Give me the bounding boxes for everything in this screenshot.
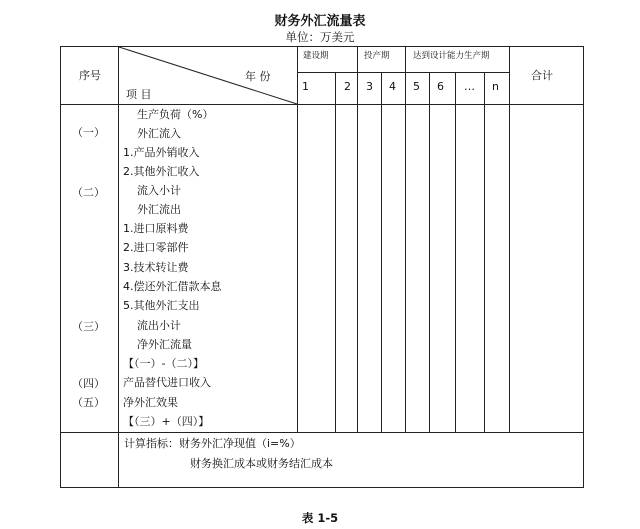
year-4: 4	[389, 80, 396, 93]
row-item-8: 3.技术转让费	[123, 261, 189, 274]
phase-construction: 建设期	[303, 51, 329, 61]
header-total: 合计	[531, 69, 553, 82]
row-seq-14: （四）	[72, 377, 105, 390]
row-item-15: 净外汇效果	[123, 396, 178, 409]
footer-indicator-line2: 财务换汇成本或财务结汇成本	[190, 457, 333, 470]
row-item-10: 5.其他外汇支出	[123, 299, 200, 312]
row-item-14: 产品替代进口收入	[123, 376, 211, 389]
row-item-16: 【（三）+（四）】	[123, 415, 210, 428]
footer-indicator-line1: 计算指标：财务外汇净现值（i=%）	[124, 437, 301, 450]
row-seq-15: （五）	[72, 396, 105, 409]
row-seq-11: （三）	[72, 320, 105, 333]
year-1: 1	[302, 80, 309, 93]
table-title: 财务外汇流量表	[274, 14, 366, 29]
row-item-1: 外汇流入	[137, 127, 181, 140]
year-n: n	[492, 80, 499, 93]
year-6: 6	[437, 80, 444, 93]
row-item-6: 1.进口原料费	[123, 222, 189, 235]
phase-design-capacity: 达到设计能力生产期	[413, 51, 490, 61]
header-item: 项 目	[126, 88, 152, 101]
row-item-12: 净外汇流量	[137, 338, 192, 351]
row-item-13: 【（一）-（二）】	[123, 357, 204, 370]
row-seq-1: （一）	[72, 126, 105, 139]
row-item-2: 1.产品外销收入	[123, 146, 200, 159]
row-item-7: 2.进口零部件	[123, 241, 189, 254]
phase-production: 投产期	[364, 51, 390, 61]
year-ellipsis: …	[464, 80, 475, 93]
row-item-11: 流出小计	[137, 319, 181, 332]
year-2: 2	[344, 80, 351, 93]
year-5: 5	[413, 80, 420, 93]
row-item-3: 2.其他外汇收入	[123, 165, 200, 178]
row-item-5: 外汇流出	[137, 203, 181, 216]
table-caption: 表 1-5	[301, 511, 339, 525]
year-3: 3	[366, 80, 373, 93]
row-seq-4: （二）	[72, 186, 105, 199]
row-item-9: 4.偿还外汇借款本息	[123, 280, 222, 293]
unit-label: 单位：万美元	[285, 30, 355, 44]
header-seq: 序号	[79, 69, 101, 82]
row-item-0: 生产负荷（%）	[137, 108, 214, 121]
header-year: 年 份	[245, 70, 271, 83]
row-item-4: 流入小计	[137, 184, 181, 197]
